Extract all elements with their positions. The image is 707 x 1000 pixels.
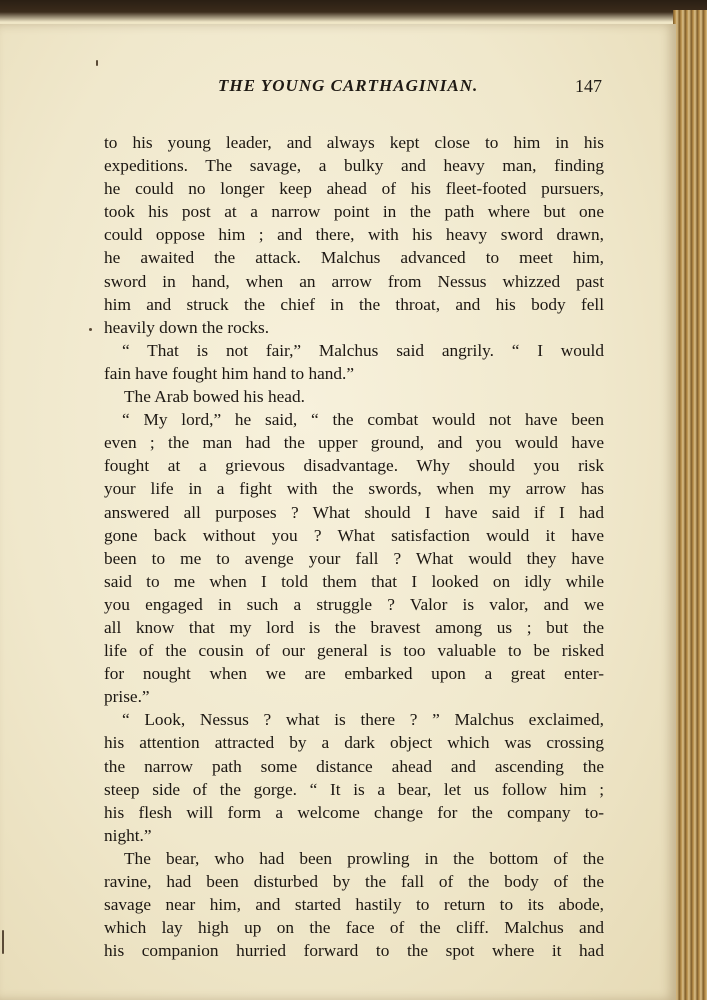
text-line: he could no longer keep ahead of his fleet-footed pursuers, <box>104 179 604 199</box>
paper-speck <box>2 930 4 954</box>
text-line: to his young leader, and always kept close to him in his <box>104 133 604 152</box>
text-line: been to me to avenge your fall ? What would they have <box>104 548 604 568</box>
text-line: which lay high up on the face of the cliff. Malchus and <box>104 918 604 938</box>
text-line: expeditions. The savage, a bulky and heavy man, finding <box>104 156 604 176</box>
text-line: night.” <box>104 825 152 845</box>
text-line: The Arab bowed his head. <box>124 387 305 407</box>
text-line: fain have fought him hand to hand.” <box>104 363 355 383</box>
text-line: him and struck the chief in the throat, and his body fell <box>104 294 604 314</box>
text-line: said to me when I told them that I looked on idly while <box>104 571 604 591</box>
text-line: “ That is not fair,” Malchus said angrily. “ I would <box>122 340 604 360</box>
page-header <box>104 74 602 102</box>
paper-speck <box>89 328 92 331</box>
text-line: you engaged in such a struggle ? Valor is valor, and we <box>104 594 604 614</box>
book-page-edges <box>673 10 707 1000</box>
page-number: 147 <box>575 76 602 96</box>
text-line: savage near him, and started hastily to return to its abode, <box>104 895 604 915</box>
text-line: fought at a grievous disadvantage. Why should you risk <box>104 456 604 476</box>
text-line: for nought when we are embarked upon a great enter- <box>104 664 604 684</box>
text-line: could oppose him ; and there, with his heavy sword drawn, <box>104 225 604 245</box>
text-line: sword in hand, when an arrow from Nessus whizzed past <box>104 271 604 291</box>
text-line: took his post at a narrow point in the path where but one <box>104 202 604 222</box>
text-line: “ Look, Nessus ? what is there ? ” Malchus exclaimed, <box>122 710 604 730</box>
paper-speck <box>96 60 98 66</box>
text-line: The bear, who had been prowling in the bottom of the <box>124 848 604 868</box>
text-line: the narrow path some distance ahead and ascending the <box>104 756 604 776</box>
running-title: THE YOUNG CARTHAGINIAN. <box>218 76 479 95</box>
text-line: your life in a fight with the swords, when my arrow has <box>104 479 604 499</box>
text-line: his attention attracted by a dark object which was crossing <box>104 733 604 753</box>
text-line: steep side of the gorge. “ It is a bear, let us follow him ; <box>104 779 604 799</box>
text-line: gone back without you ? What satisfaction would it have <box>104 525 604 545</box>
text-line: he awaited the attack. Malchus advanced to meet him, <box>104 248 604 268</box>
text-line: his flesh will form a welcome change for the company to- <box>104 802 604 822</box>
text-line: prise.” <box>104 687 150 707</box>
text-line: answered all purposes ? What should I have said if I had <box>104 502 604 522</box>
text-line: even ; the man had the upper ground, and you would have <box>104 433 604 453</box>
text-line: his companion hurried forward to the spot where it had <box>104 941 604 961</box>
text-line: “ My lord,” he said, “ the combat would not have been <box>122 410 604 430</box>
text-line: all know that my lord is the bravest among us ; but the <box>104 617 604 637</box>
text-line: ravine, had been disturbed by the fall of the body of the <box>104 872 604 891</box>
body-text <box>104 131 604 962</box>
text-line: heavily down the rocks. <box>104 317 270 337</box>
text-line: life of the cousin of our general is too valuable to be risked <box>104 641 604 661</box>
